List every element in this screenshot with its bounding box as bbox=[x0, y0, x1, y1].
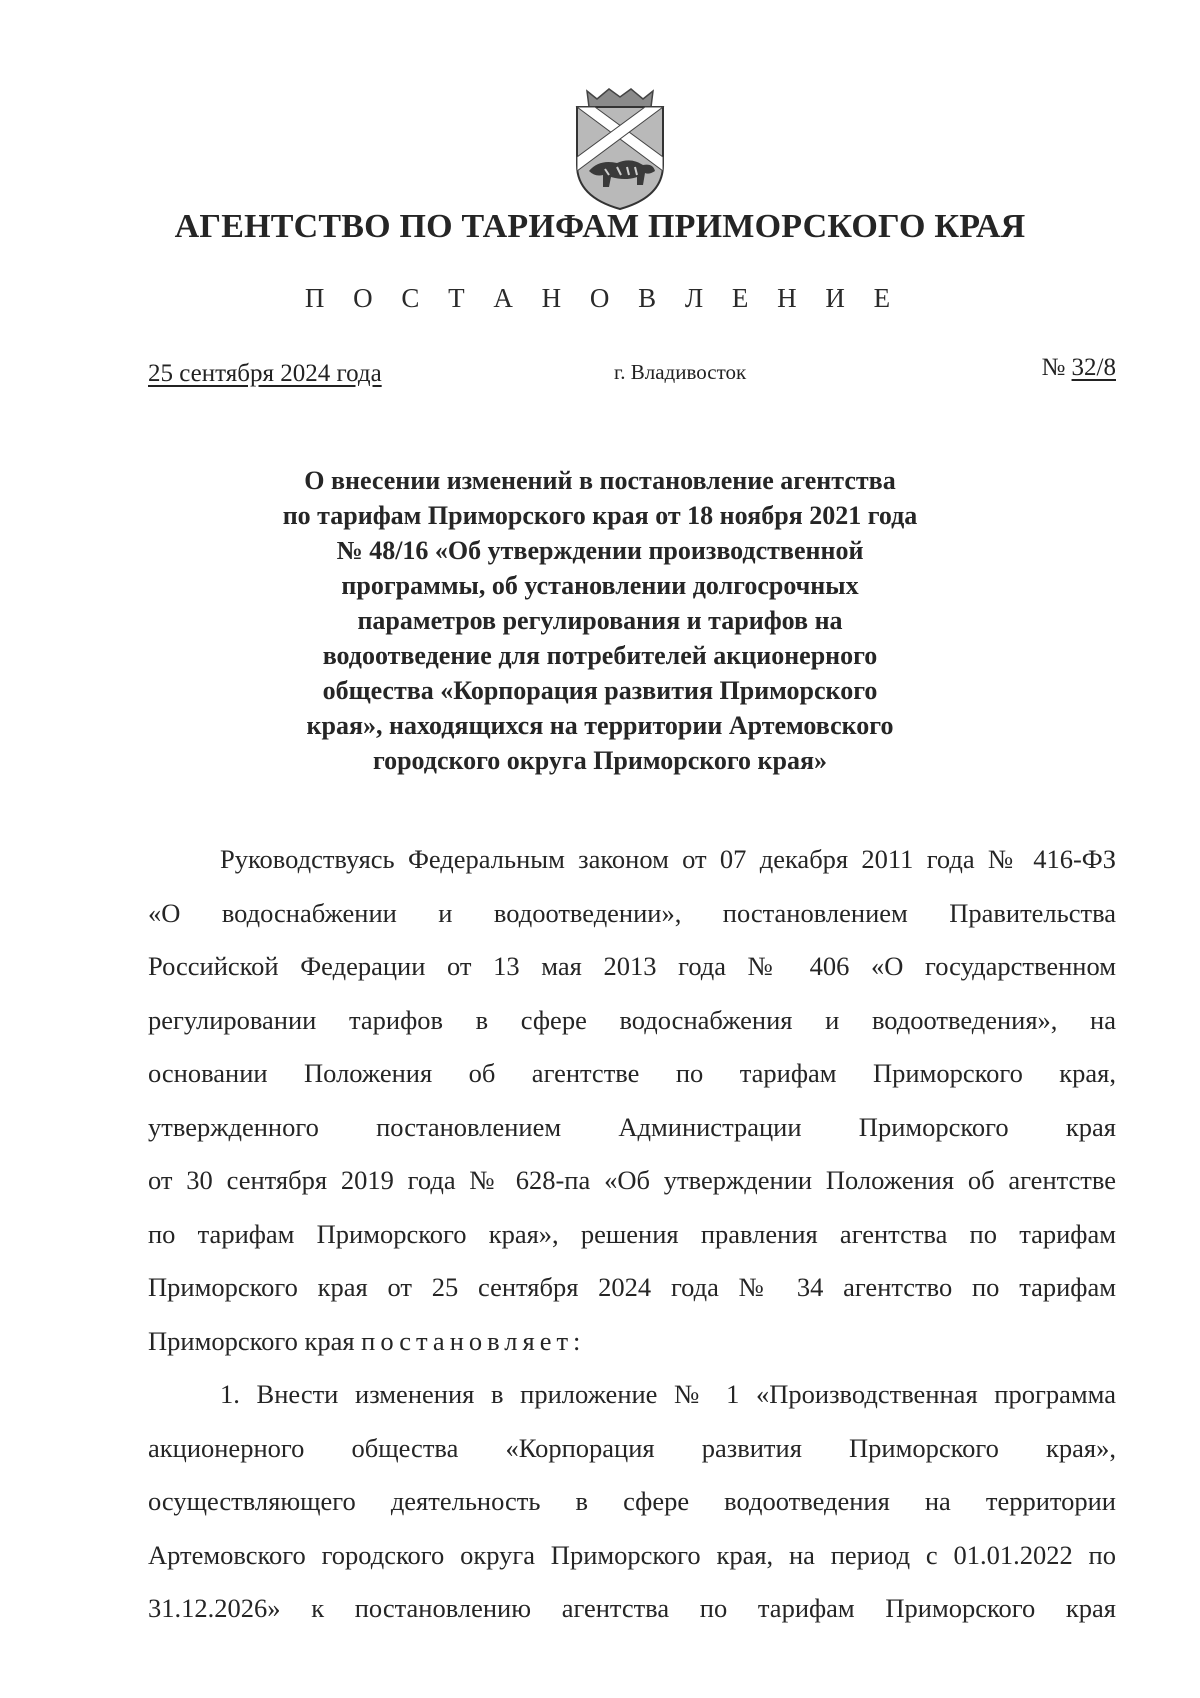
title-line: по тарифам Приморского края от 18 ноября 2021 года bbox=[282, 501, 918, 530]
body-line: Российской Федерации от 13 мая 2013 года № 406 «О государственном bbox=[148, 951, 1116, 981]
resolves-word: постановляет: bbox=[361, 1325, 586, 1356]
body-line: Артемовского городского округа Приморского края, на период с 01.01.2022 по bbox=[148, 1539, 1116, 1570]
number-value: 32/8 bbox=[1071, 354, 1116, 381]
title-line: общества «Корпорация развития Приморского bbox=[322, 676, 878, 705]
document-date: 25 сентября 2024 года bbox=[148, 360, 382, 387]
body-line: утвержденного постановлением Администрации Приморского края bbox=[148, 1111, 1116, 1142]
paragraph-preamble bbox=[148, 833, 1116, 1368]
body-line: 1. Внести изменения в приложение № 1 «Производственная программа bbox=[220, 1379, 1116, 1409]
number-prefix: № bbox=[1041, 354, 1072, 381]
agency-name: АГЕНТСТВО ПО ТАРИФАМ ПРИМОРСКОГО КРАЯ bbox=[174, 208, 1026, 245]
coat-of-arms-emblem bbox=[565, 85, 675, 213]
paragraph-item-1 bbox=[148, 1368, 1116, 1636]
body-line: осуществляющего деятельность в сфере водоотведения на территории bbox=[148, 1486, 1116, 1516]
title-line: края», находящихся на территории Артемовского bbox=[306, 711, 894, 740]
title-line: программы, об установлении долгосрочных bbox=[341, 571, 859, 600]
body-line bbox=[148, 1315, 1116, 1369]
title-line: О внесении изменений в постановление агентства bbox=[304, 466, 896, 495]
document-type: П О С Т А Н О В Л Е Н И Е bbox=[304, 283, 902, 313]
body-line: Руководствуясь Федеральным законом от 07 декабря 2011 года № 416-ФЗ bbox=[220, 844, 1116, 874]
title-line: № 48/16 «Об утверждении производственной bbox=[336, 536, 864, 565]
body-line: по тарифам Приморского края», решения правления агентства по тарифам bbox=[148, 1218, 1116, 1249]
document-number bbox=[1041, 354, 1116, 382]
document-title bbox=[230, 463, 970, 778]
body-line: акционерного общества «Корпорация развития Приморского края», bbox=[148, 1432, 1116, 1463]
body-line: «О водоснабжении и водоотведении», постановлением Правительства bbox=[148, 897, 1116, 928]
body-line: Приморского края от 25 сентября 2024 года № 34 агентство по тарифам bbox=[148, 1272, 1116, 1302]
title-line: параметров регулирования и тарифов на bbox=[357, 606, 843, 635]
body-line: основании Положения об агентстве по тарифам Приморского края, bbox=[148, 1058, 1116, 1088]
title-line: городского округа Приморского края» bbox=[372, 746, 828, 775]
body-line: 31.12.2026» к постановлению агентства по тарифам Приморского края bbox=[148, 1593, 1116, 1623]
body-line: регулировании тарифов в сфере водоснабжения и водоотведения», на bbox=[148, 1004, 1116, 1035]
resolves-prefix: Приморского края bbox=[148, 1325, 362, 1356]
body-line: от 30 сентября 2019 года № 628-па «Об утверждении Положения об агентстве bbox=[148, 1165, 1116, 1195]
title-line: водоотведение для потребителей акционерного bbox=[322, 641, 878, 670]
document-city: г. Владивосток bbox=[614, 360, 747, 384]
document-body bbox=[148, 833, 1116, 1636]
